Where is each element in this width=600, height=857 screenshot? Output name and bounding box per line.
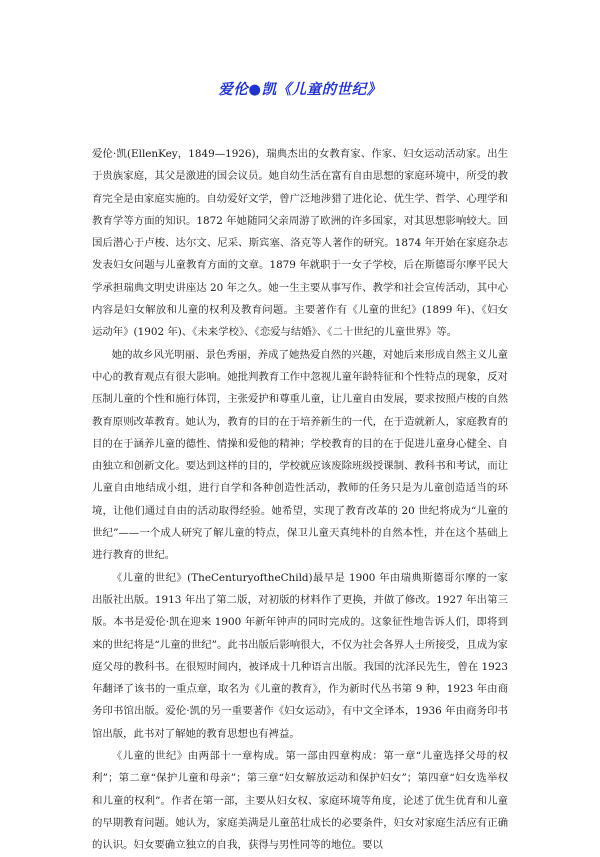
paragraph-biography: 爱伦·凯(EllenKey，1849—1926)，瑞典杰出的女教育家、作家、妇女运动活动家。出生于贵族家庭，其父是激进的国会议员。她自幼生活在富有自由思想的家庭环境中，所受的教育完全是由家庭实施的。自幼爱好文学，曾广泛地涉猎了进化论、优生学、哲学、心理学和教育学等方面的知识。1872 年她随同父亲周游了欧洲的许多国家，对其思想影响较大。回国后潜心于卢梭、达尔文、尼采、斯宾塞、洛克等人著作的研究。1874 年开始在家庭杂志发表妇女问题与儿童教育方面的文章。1879 年就职于一女子学校，后在斯德哥尔摩平民大学承担瑞典文明史讲座达 20 年之久。她一生主要从事写作、教学和社会宣传活动，其中心内容是妇女解放和儿童的权利及教育问题。主要著作有《儿童的世纪》(1899 年)、《妇女运动年》(1902 年)、《未来学校》、《恋爱与结婚》、《二十世纪的儿童世界》等。 — [92, 148, 508, 339]
paragraph-educational-views: 她的故乡风光明丽、景色秀丽，养成了她热爱自然的兴趣，对她后来形成自然主义儿童中心的教育观点有很大影响。她批判教育工作中忽视儿童年龄特征和个性特点的现象，反对压制儿童的个性和施行体罚，主张爱护和尊重儿童，让儿童自由发展，要求按照卢梭的自然教育原则改革教育。她认为，教育的目的在于培养新生的一代，在于造就新人，家庭教育的目的在于涵养儿童的德性、情操和爱他的精神；学校教育的目的在于促进儿童身心健全、自由独立和创新文化。要达到这样的目的，学校就应该废除班级授课制、教科书和考试，而让儿童自由地结成小组，进行自学和各种创造性活动，教师的任务只是为儿童创造适当的环境，让他们通过自由的活动取得经验。她希望，实现了教育改革的 20 世纪将成为“儿童的世纪”——一个成人研究了解儿童的特点，保卫儿童天真纯朴的自然本性，并在这个基础上进行教育的世纪。 — [92, 348, 508, 562]
paragraph-book-structure: 《儿童的世纪》由两部十一章构成。第一部由四章构成：第一章“儿童选择父母的权利”；第二章“保护儿童和母亲”；第三章“妇女解放运动和保护妇女”；第四章“妇女选举权和儿童的权利”。作者在第一部，主要从妇女权、家庭环境等角度，论述了优生优育和儿童的早期教育问题。她认为，家庭美满是儿童茁壮成长的必要条件，妇女对家庭生活应有正确的认识。妇女要确立独立的自我，获得与男性同等的地位。要以 — [92, 750, 508, 852]
document-title: 爱伦●凯《儿童的世纪》 — [218, 81, 382, 98]
paragraph-publication-history: 《儿童的世纪》(TheCenturyoftheChild)最早是 1900 年由瑞典斯德哥尔摩的一家出版社出版。1913 年出了第二版，对初版的材料作了更换，并做了修改。1927 年出第三版。本书是爱伦·凯在迎来 1900 年新年钟声的同时完成的。这象征性地告诉人们，即将到来的世纪将是“儿童的世纪”。此书出版后影响很大，不仅为社会各界人士所接受，且成为家庭父母的教科书。在很短时间内，被译成十几种语言出版。我国的沈泽民先生，曾在 1923 年翻译了该书的一重点章，取名为《儿童的教育》，作为新时代丛书第 9 种，1923 年由商务印书馆出版。爱伦·凯的另一重要著作《妇女运动》，有中文全译本，1936 年由商务印书馆出版，此书对了解她的教育思想也有裨益。 — [92, 571, 508, 740]
